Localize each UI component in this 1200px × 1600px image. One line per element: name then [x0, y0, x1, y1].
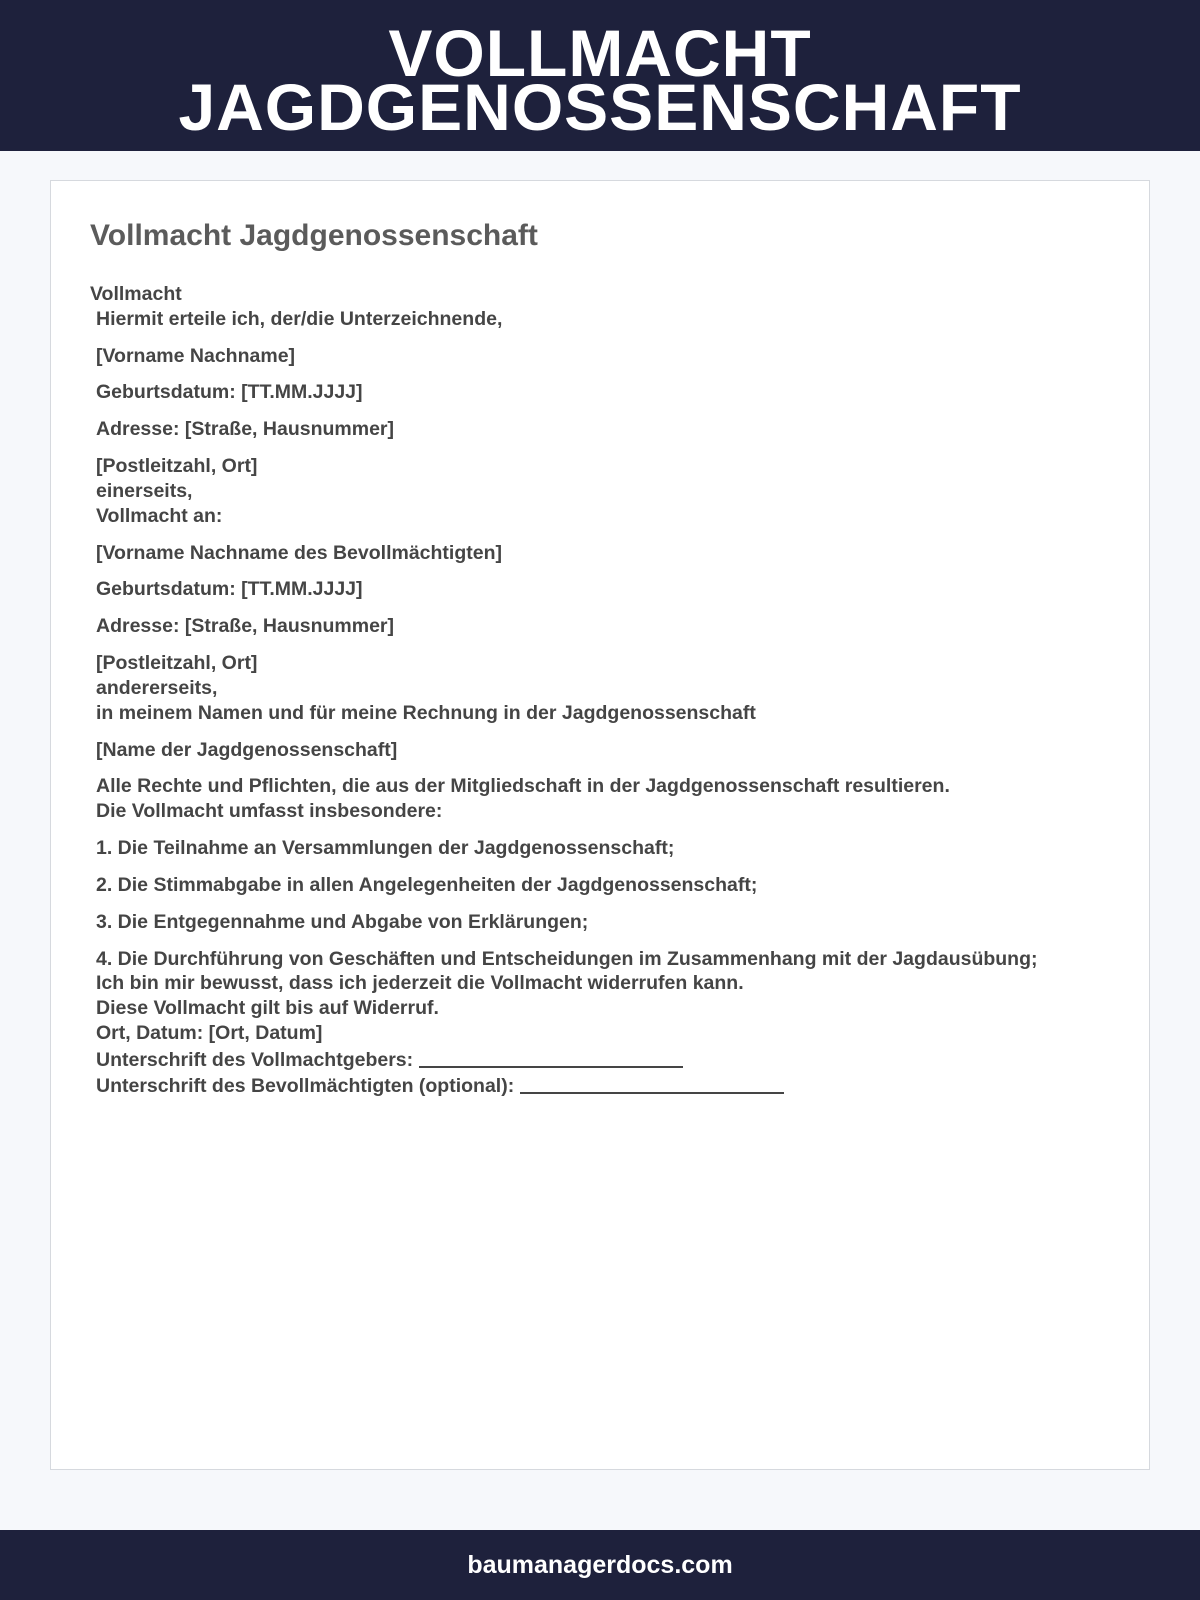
coop-name: [Name der Jagdgenossenschaft] [96, 738, 398, 761]
signature-grantor-label: Unterschrift des Vollmachtgebers: [96, 1048, 414, 1071]
signature-grantor-line [419, 1046, 683, 1068]
intro-line: Hiermit erteile ich, der/die Unterzeichnende, [96, 307, 503, 330]
agent-address: Adresse: [Straße, Hausnummer] [96, 615, 395, 638]
agent-name: [Vorname Nachname des Bevollmächtigten] [96, 541, 502, 564]
scope-line: Die Vollmacht umfasst insbesondere: [96, 800, 443, 823]
list-item-3: 3. Die Entgegennahme und Abgabe von Erklärungen; [96, 910, 589, 933]
grantor-city: [Postleitzahl, Ort] [96, 455, 258, 478]
validity-line: Diese Vollmacht gilt bis auf Widerruf. [96, 997, 439, 1020]
header-title-line2: JAGDGENOSSENSCHAFT [178, 70, 1022, 144]
document-body [90, 282, 1110, 1099]
agent-birthdate: Geburtsdatum: [TT.MM.JJJJ] [96, 578, 363, 601]
signature-agent-line [520, 1072, 784, 1094]
document-heading: Vollmacht [90, 283, 182, 305]
document-card [50, 180, 1150, 1470]
place-date-line: Ort, Datum: [Ort, Datum] [96, 1021, 323, 1044]
in-namen-line: in meinem Namen und für meine Rechnung in der Jagdgenossenschaft [96, 701, 756, 724]
list-item-1: 1. Die Teilnahme an Versammlungen der Jagdgenossenschaft; [96, 837, 675, 860]
list-item-4: 4. Die Durchführung von Geschäften und Entscheidungen im Zusammenhang mit der Jagdausübung; [96, 947, 1038, 970]
grantor-birthdate: Geburtsdatum: [TT.MM.JJJJ] [96, 381, 363, 404]
signature-agent-label: Unterschrift des Bevollmächtigten (optional): [96, 1075, 515, 1098]
header-banner [0, 0, 1200, 151]
rights-line: Alle Rechte und Pflichten, die aus der Mitgliedschaft in der Jagdgenossenschaft resultieren. [96, 775, 950, 798]
einerseits-line: einerseits, [96, 479, 193, 502]
footer-banner [0, 1530, 1200, 1600]
agent-city: [Postleitzahl, Ort] [96, 652, 258, 675]
vollmacht-an-line: Vollmacht an: [96, 504, 223, 527]
andererseits-line: andererseits, [96, 676, 218, 699]
document-content [90, 307, 1110, 1099]
footer-site-link[interactable]: baumanagerdocs.com [467, 1551, 733, 1579]
document-title: Vollmacht Jagdgenossenschaft [90, 219, 538, 252]
list-item-2: 2. Die Stimmabgabe in allen Angelegenheiten der Jagdgenossenschaft; [96, 873, 758, 896]
signature-grantor-row [96, 1046, 1110, 1073]
grantor-name: [Vorname Nachname] [96, 344, 296, 367]
header-title-line1: VOLLMACHT [388, 16, 812, 90]
grantor-address: Adresse: [Straße, Hausnummer] [96, 418, 395, 441]
signature-agent-row [96, 1072, 1110, 1099]
revoke-line: Ich bin mir bewusst, dass ich jederzeit die Vollmacht widerrufen kann. [96, 972, 744, 995]
